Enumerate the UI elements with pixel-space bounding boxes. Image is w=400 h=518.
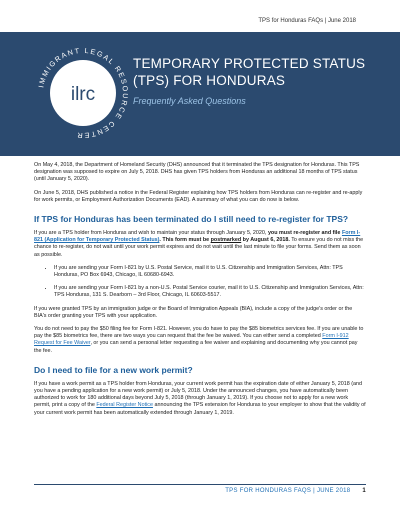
text-bold: you must re-register and file — [267, 230, 342, 237]
document-subtitle: Frequently Asked Questions — [133, 96, 246, 106]
footer-divider — [34, 484, 366, 485]
ilrc-logo — [30, 40, 136, 146]
logo-wordmark: ilrc — [70, 84, 96, 105]
form-i912-link[interactable]: Form I-912 Request for Fee Waiver — [34, 333, 349, 347]
judge-order-paragraph: If you were granted TPS by an immigration judge or the Board of Immigration Appeals (BIA), include a copy of the judge's order or the BIA's order granting your TPS with your application. — [34, 305, 353, 319]
text-bold: by August 6, 2018. — [241, 237, 290, 244]
text: If you have a work permit as a TPS holder from Honduras, your current work permit has the expiration date of either January 5, 2018 (and you have a pending application for a new work permit) or July 5, 2018. Under the announced changes, you have automatically been authorized to work for 180 additional days beyond July 5, 2018 (through January 1, 2019). If you choose not to apply for a new work permit, print a copy of the — [34, 380, 362, 409]
work-permit-paragraph — [34, 381, 366, 417]
section-heading-work-permit: Do I need to file for a new work permit? — [34, 364, 193, 375]
text-bold: . This form must be — [159, 237, 211, 244]
text: , or you can send a personal letter requesting a fee waiver and explaining and documenting why you cannot pay the fee. — [34, 340, 358, 354]
fee-paragraph — [34, 326, 366, 355]
text: You do not need to pay the $50 filing fee for Form I-821. However, you do have to pay the $85 biometrics services fee. If you are unable to pay the $85 biometrics fee, there are two ways you can request that the fee be waived. You can either send a completed — [34, 326, 364, 340]
notice-paragraph: On June 5, 2018, DHS published a notice in the Federal Register explaining how TPS holders from Honduras can re-register and re-apply for work permits, or Employment Authorization Documents (EAD). A summary of what you can do now is below. — [34, 189, 363, 203]
mailing-list — [34, 265, 366, 300]
form-i821-link[interactable]: Form I-821 (Application for Temporary Protected Status) — [34, 230, 361, 244]
document-title: TEMPORARY PROTECTED STATUS (TPS) FOR HONDURAS — [133, 56, 366, 88]
intro-paragraph: On May 4, 2018, the Department of Homeland Security (DHS) announced that it terminated the TPS designation for Honduras. This TPS designation was supposed to expire on July 5, 2018. DHS has given TPS holders from Honduras an additional 18 months of TPS status (until January 5, 2020). — [34, 162, 360, 183]
text: announcing the TPS extension for Honduras to your employer to show that the validity of your current work permit has been automatically extended through January 1, 2019. — [34, 402, 366, 416]
footer — [225, 488, 366, 494]
page-number: 1 — [362, 488, 366, 494]
list-item: • If you are sending your Form I-821 by U.S. Postal Service, mail it to U.S. Citizenship and Immigration Services, Attn: TPS Honduras, PO Box 6943, Chicago, IL 60680-6943. — [54, 265, 366, 279]
section-heading-reregister: If TPS for Honduras has been terminated do I still need to re-register for TPS? — [34, 214, 349, 225]
logo-ring-text: IMMIGRANT LEGAL RESOURCE CENTER — [36, 45, 131, 141]
footer-label: TPS FOR HONDURAS FAQS | JUNE 2018 — [225, 488, 351, 494]
federal-register-link[interactable]: Federal Register Notice — [96, 402, 153, 409]
list-item: • If you are sending your Form I-821 by a non-U.S. Postal Service courier, mail it to U.S. Citizenship and Immigration Services, Attn: TPS Honduras, 131 S. Dearborn – 3rd Floor, Chicago, IL 60603-5517. — [54, 285, 366, 299]
main-content — [34, 162, 366, 423]
reregister-paragraph — [34, 230, 366, 259]
running-header: TPS for Honduras FAQs | June 2018 — [258, 18, 356, 24]
text-postmarked: postmarked — [210, 237, 242, 244]
text: To ensure you do not miss the chance to re-register, do not wait until your work permit expires and do not wait until the last minute to file your forms. Send them as soon as possible. — [34, 237, 364, 258]
text: If you are a TPS holder from Honduras and wish to maintain your status through January 5, 2020, — [34, 230, 268, 237]
